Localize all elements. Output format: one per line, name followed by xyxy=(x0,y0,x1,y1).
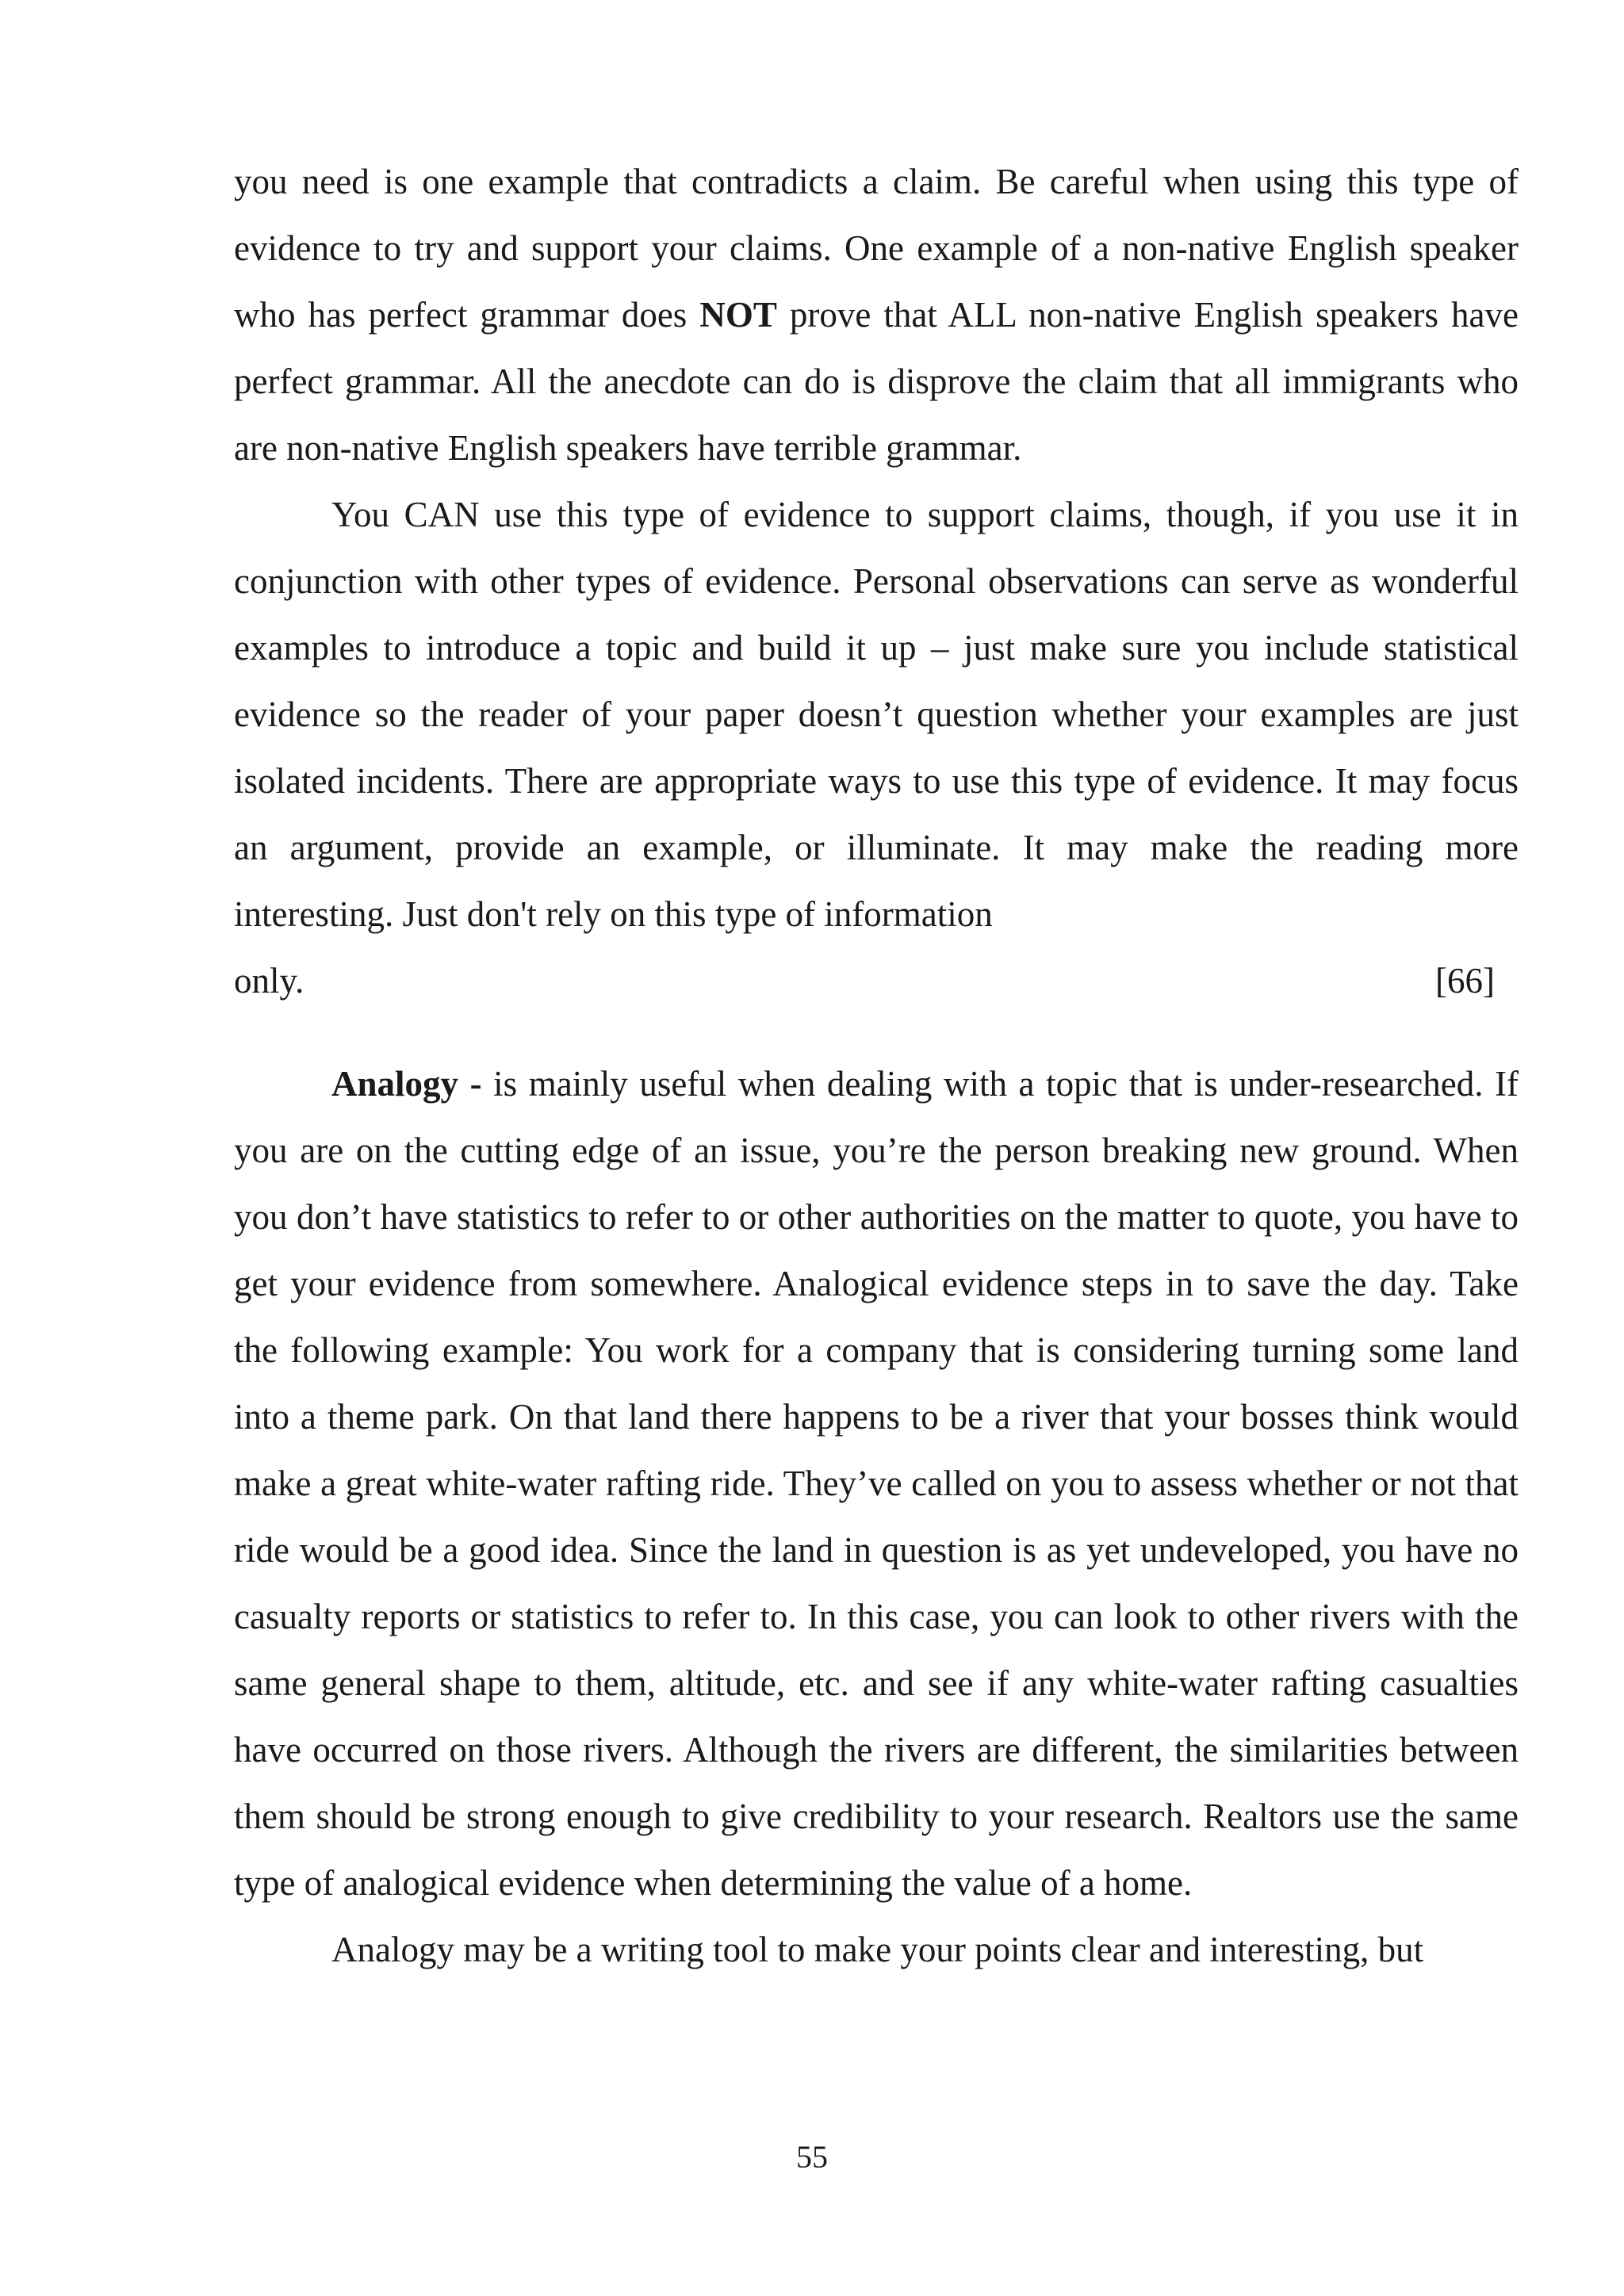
citation-reference: [66] xyxy=(1435,961,1495,1001)
body-text xyxy=(234,148,1519,1983)
paragraph-text: you need is one example that contradicts a claim. Be careful when using this type of evidence to try and support your claims. One example of a non-native English speaker who has perfect grammar does xyxy=(234,162,1519,335)
term-heading-analogy: Analogy - xyxy=(331,1064,482,1104)
paragraph-anecdote-caution xyxy=(234,148,1519,481)
paragraph-text: Analogy may be a writing tool to make your points clear and interesting, but xyxy=(331,1930,1424,1969)
closing-word: only. xyxy=(234,961,304,1001)
paragraph-analogy-tool xyxy=(234,1916,1519,1983)
emphasis-not: NOT xyxy=(699,295,777,335)
paragraph-text: is mainly useful when dealing with a topic that is under-researched. If you are on the cutting edge of an issue, you’re the person breaking new ground. When you don’t have statistics to refer to or other authorities on the matter to quote, you have to get your evidence from somewhere. Analogical evidence steps in to save the day. Take the following example: You work for a company that is considering turning some land into a theme park. On that land there happens to be a river that your bosses think would make a great white-water rafting ride. They’ve called on you to assess whether or not that ride would be a good idea. Since the land in question is as yet undeveloped, you have no casualty reports or statistics to refer to. In this case, you can look to other rivers with the same general shape to them, altitude, etc. and see if any white-water rafting casualties have occurred on those rivers. Although the rivers are different, the similarities between them should be strong enough to give credibility to your research. Realtors use the same type of analogical evidence when determining the value of a home. xyxy=(234,1064,1519,1903)
page-number: 55 xyxy=(796,2139,828,2175)
paragraph-closing-line xyxy=(234,947,1519,1014)
paragraph-text-continued: prove that ALL non-native English speakers have perfect grammar. All the anecdote can do is disprove the claim that all immigrants who are non-native English speakers have terrible grammar. xyxy=(234,295,1519,468)
paragraph-analogy xyxy=(234,1050,1519,1916)
paragraph-anecdote-usage xyxy=(234,481,1519,947)
paragraph-text: You CAN use this type of evidence to support claims, though, if you use it in conjunction with other types of evidence. Personal observations can serve as wonderful examples to introduce a topic and build it up – just make sure you include statistical evidence so the reader of your paper doesn’t question whether your examples are just isolated incidents. There are appropriate ways to use this type of evidence. It may focus an argument, provide an example, or illuminate. It may make the reading more interesting. Just don't rely on this type of information xyxy=(234,495,1519,934)
